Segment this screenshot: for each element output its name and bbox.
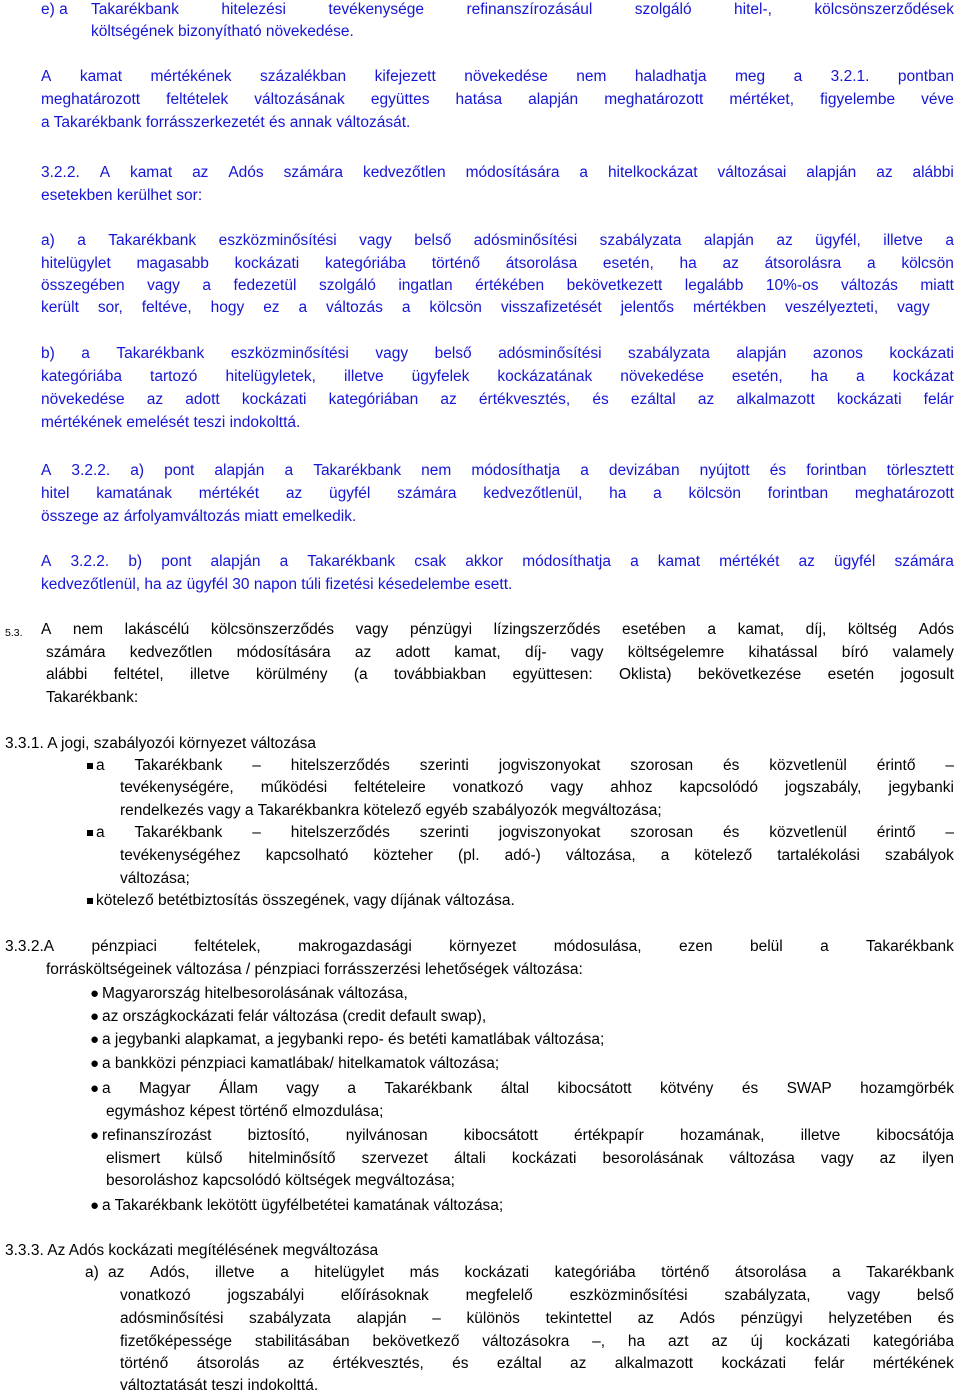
item-a-line: összegében vagy a fedezetül szolgáló ingatlan értékében bekövetkezett legalább 10%-os változás miatt [41, 277, 954, 294]
note-a-line: A 3.2.2. a) pont alapján a Takarékbank nem módosíthatja a devizában nyújtott és forintban törlesztett [41, 462, 954, 479]
bullet-line: a Takarékbank – hitelszerződés szerinti jogviszonyokat szorosan és közvetlenül érintő – [96, 757, 954, 774]
bullet-line: elismert külső hitelminősítő szervezet általi kockázati besorolásának változása vagy az ilyen [106, 1150, 954, 1167]
bullet-line: egymáshoz képest történő elmozdulása; [106, 1103, 384, 1120]
paragraph-line: meghatározott feltételek változásának együttes hatása alapján meghatározott mértéket, figyelembe véve [41, 91, 954, 108]
note-b-line: kedvezőtlenül, ha az ügyfél 30 napon túli fizetési késedelembe esett. [41, 576, 513, 593]
subsection-heading: 3.3.3. Az Adós kockázati megítélésének megváltozása [5, 1242, 379, 1259]
note-b-line: A 3.2.2. b) pont alapján a Takarékbank csak akkor módosíthatja a kamat mértékét az ügyfél számára [41, 553, 954, 570]
note-a-line: összege az árfolyamváltozás miatt emelkedik. [41, 508, 357, 525]
bullet-line: kötelező betétbiztosítás összegének, vagy díjának változása. [96, 892, 515, 909]
section-5-3-line: A nem lakáscélú kölcsönszerződés vagy pénzügyi lízingszerződés esetében a kamat, díj, költség Adós [41, 621, 954, 638]
item-e-line: Takarékbank hitelezési tevékenysége refinanszírozásául szolgáló hitel-, kölcsönszerződések [91, 1, 954, 18]
bullet-line: tevékenységére, működési feltételeire vonatkozó vagy ahhoz kapcsolódó jogszabály, jegybanki [120, 779, 954, 796]
item-a-line: fizetőképessége stabilitásában bekövetkező változásokra –, ha azt az új kockázati kategóriába [120, 1333, 954, 1350]
section-3-2-2-line: 3.2.2. A kamat az Adós számára kedvezőtlen módosítására a hitelkockázat változásai alapján az alábbi [41, 164, 954, 181]
bullet-icon: ● [90, 1008, 100, 1025]
note-a-line: hitel kamatának mértékét az ügyfél számára kedvezőtlenül, ha a kölcsön forintban meghatározott [41, 485, 954, 502]
subsection-heading: 3.3.2.A pénzpiaci feltételek, makrogazdasági környezet módosulása, ezen belül a Takarékbank [5, 938, 954, 955]
paragraph-line: a Takarékbank forrásszerkezetét és annak változását. [41, 114, 411, 131]
bullet-icon: ● [90, 985, 100, 1002]
item-a-line: történő átsorolás az értékvesztés, és ezáltal az alkalmazott kockázati felár mértékének [120, 1355, 954, 1372]
bullet-icon: ● [90, 1080, 100, 1097]
bullet-icon: ● [90, 1031, 100, 1048]
bullet-icon: ● [90, 1127, 100, 1144]
paragraph-line: A kamat mértékének százalékban kifejezett növekedése nem haladhatja meg a 3.2.1. pontban [41, 68, 954, 85]
bullet-icon: ● [90, 1197, 100, 1214]
bullet-line: Magyarország hitelbesorolásának változása, [102, 985, 408, 1002]
bullet-line: a bankközi pénzpiaci kamatlábak/ hitelkamatok változása; [102, 1055, 500, 1072]
bullet-icon: ● [90, 1055, 100, 1072]
square-bullet-icon [87, 898, 93, 904]
subsection-heading: forrásköltségeinek változása / pénzpiaci forrásszerzési lehetőségek változása: [46, 961, 583, 978]
item-b-line: b) a Takarékbank eszközminősítési vagy belső adósminősítési szabályzata alapján azonos kockázati [41, 345, 954, 362]
section-5-3-line: számára kedvezőtlen módosítására az adott kamat, díj- vagy költségelemre kihatással bíró valamely [46, 644, 954, 661]
item-a-line: adósminősítési szabályzata alapján – különös tekintettel az Adós pénzügyi helyzetében és [120, 1310, 954, 1327]
section-number: 5.3. [5, 627, 23, 639]
bullet-line: változása; [120, 870, 190, 887]
bullet-line: a Takarékbank – hitelszerződés szerinti jogviszonyokat szorosan és közvetlenül érintő – [96, 824, 954, 841]
bullet-line: a jegybanki alapkamat, a jegybanki repo- és betéti kamatlábak változása; [102, 1031, 605, 1048]
section-5-3-line: alábbi feltétel, illetve körülmény (a továbbiakban együttesen: Oklista) bekövetkezése esetén jogosult [46, 666, 954, 683]
bullet-line: besoroláshoz kapcsolódó költségek megváltozása; [106, 1172, 455, 1189]
bullet-line: refinanszírozást biztosító, nyilvánosan kibocsátott értékpapír hozamának, illetve kibocsátója [102, 1127, 954, 1144]
square-bullet-icon [87, 763, 93, 769]
item-a-label: a) [85, 1264, 99, 1281]
bullet-line: rendelkezés vagy a Takarékbankra kötelező egyéb szabályozók megváltozása; [120, 802, 662, 819]
square-bullet-icon [87, 830, 93, 836]
subsection-heading: 3.3.1. A jogi, szabályozói környezet változása [5, 735, 317, 752]
item-a-line: vonatkozó jogszabályi előírásoknak megfelelő eszközminősítési szabályzata, vagy belső [120, 1287, 954, 1304]
bullet-line: a Magyar Állam vagy a Takarékbank által kibocsátott kötvény és SWAP hozamgörbék [102, 1080, 954, 1097]
item-a-line: a) a Takarékbank eszközminősítési vagy belső adósminősítési szabályzata alapján az ügyfél, illetve a [41, 232, 954, 249]
item-b-line: növekedése az adott kockázati kategóriában az értékvesztés, és ezáltal az alkalmazott kockázati felár [41, 391, 954, 408]
item-e-label: e) a [41, 1, 68, 18]
item-a-line: hitelügylet magasabb kockázati kategóriába történő átsorolása esetén, ha az átsorolásra a kölcsön [41, 255, 954, 272]
item-a-line: az Adós, illetve a hitelügylet más kockázati kategóriába történő átsorolása a Takarékbank [108, 1264, 954, 1281]
section-5-3-line: Takarékbank: [46, 689, 139, 706]
bullet-line: tevékenységéhez kapcsolható közteher (pl. adó-) változása, a kötelező tartalékolási szabályok [120, 847, 954, 864]
item-b-line: kategóriába tartozó hitelügyletek, illetve ügyfelek kockázatának növekedése esetén, ha a kockázat [41, 368, 954, 385]
item-e-line: költségének bizonyítható növekedése. [91, 23, 354, 40]
section-3-2-2-line: esetekben kerülhet sor: [41, 187, 203, 204]
bullet-line: a Takarékbank lekötött ügyfélbetétei kamatának változása; [102, 1197, 504, 1214]
item-b-line: mértékének emelését teszi indokolttá. [41, 414, 301, 431]
bullet-line: az országkockázati felár változása (credit default swap), [102, 1008, 487, 1025]
item-a-line: változtatását teszi indokolttá. [120, 1377, 319, 1394]
item-a-line: került sor, feltéve, hogy ez a változás a kölcsön visszafizetését jelentős mértékben veszélyezteti, vagy [41, 299, 930, 316]
